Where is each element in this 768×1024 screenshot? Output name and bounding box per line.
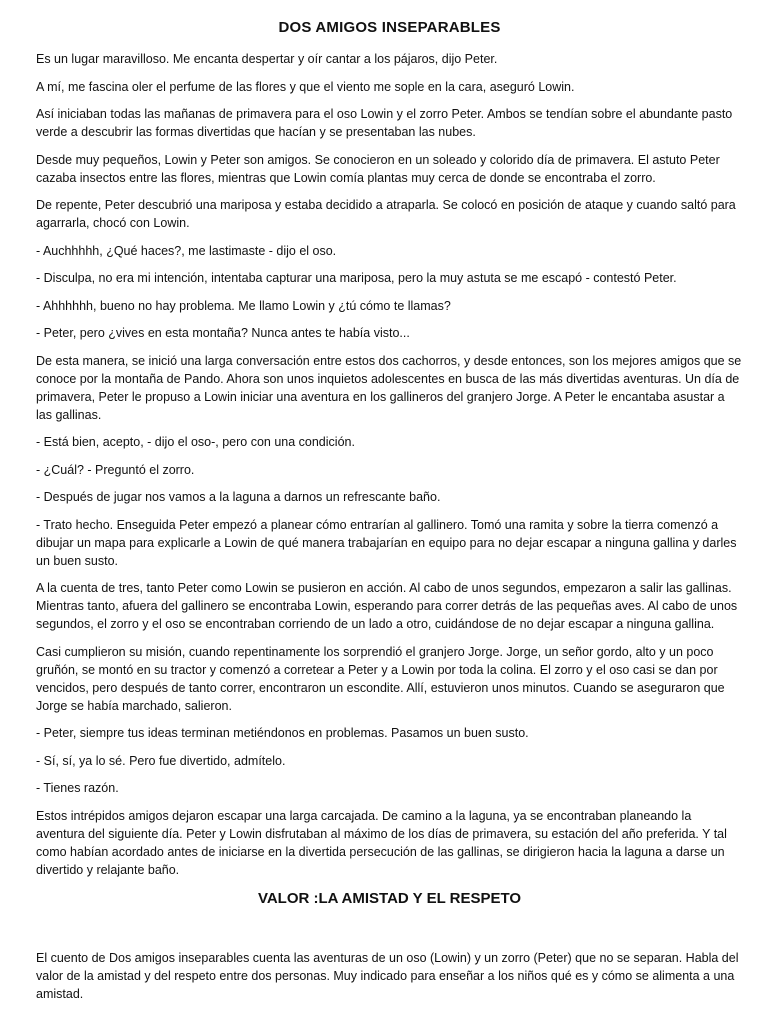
paragraph-3: Así iniciaban todas las mañanas de primavera para el oso Lowin y el zorro Peter. Ambos se tendían sobre el abundante pasto verde a descubrir las formas divertidas que hacían y se presentaban las nubes. — [36, 107, 733, 139]
dialogue-line-2: - Disculpa, no era mi intención, intentaba capturar una mariposa, pero la muy astuta se me escapó - contestó Peter. — [36, 271, 677, 285]
dialogue-line-5: - Está bien, acepto, - dijo el oso-, pero con una condición. — [36, 435, 355, 449]
summary-paragraph: El cuento de Dos amigos inseparables cuenta las aventuras de un oso (Lowin) y un zorro (Peter) que no se separan. Habla del valor de la amistad y del respeto entre dos personas. Muy indicado para enseñar a los niños qué es y cómo se alimenta a una amistad. — [36, 950, 739, 1001]
dialogue-line-1: - Auchhhhh, ¿Qué haces?, me lastimaste - dijo el oso. — [36, 243, 337, 258]
paragraph-8: A la cuenta de tres, tanto Peter como Lowin se pusieron en acción. Al cabo de unos segundos, empezaron a salir las gallinas. Mientras tanto, afuera del gallinero se encontraba Lowin, esperando para correr detrás de las pequeñas aves. Al cabo de unos segundos, el zorro y el oso se encontraban corriendo de un lado a otro, cuidándose de no dejar escapar a ninguna gallina. — [36, 581, 738, 631]
paragraph-1: Es un lugar maravilloso. Me encanta despertar y oír cantar a los pájaros, dijo Peter. — [36, 52, 498, 66]
dialogue-line-8: - Peter, siempre tus ideas terminan metiéndonos en problemas. Pasamos un buen susto. — [36, 726, 529, 740]
paragraph-4: Desde muy pequeños, Lowin y Peter son amigos. Se conocieron en un soleado y colorido día de primavera. El astuto Peter cazaba insectos entre las flores, mientras que Lowin comía plantas muy cerca de donde se encontraba el zorro. — [36, 152, 720, 185]
dialogue-line-6: - ¿Cuál? - Preguntó el zorro. — [36, 462, 195, 477]
value-heading: VALOR :LA AMISTAD Y EL RESPETO — [257, 889, 522, 907]
paragraph-6: De esta manera, se inició una larga conversación entre estos dos cachorros, y desde entonces, son los mejores amigos que se conoce por la montaña de Pando. Ahora son unos inquietos adolescentes en busca de las más divertidas aventuras. Un día de primavera, Peter le propuso a Lowin iniciar una aventura en los gallineros del granjero Jorge. A Peter le encantaba asustar a las gallinas. — [36, 353, 742, 422]
paragraph-7: - Trato hecho. Enseguida Peter empezó a planear cómo entrarían al gallinero. Tomó una ramita y sobre la tierra comenzó a dibujar un mapa para explicarle a Lowin de qué manera trabajarían en equipo para no dejar escapar a ninguna gallina y darles un buen susto. — [36, 517, 737, 568]
paragraph-9: Casi cumplieron su misión, cuando repentinamente los sorprendió el granjero Jorge. Jorge, un señor gordo, alto y un poco gruñón, se montó en su tractor y comenzó a corretear a Peter y a Lowin por toda la colina. El zorro y el oso casi se dan por vencidos, pero después de tanto correr, encontraron un escondite. Allí, estuvieron unos minutos. Cuando se aseguraron que Jorge se había marchado, salieron. — [36, 644, 725, 713]
dialogue-line-7: - Después de jugar nos vamos a la laguna a darnos un refrescante baño. — [36, 490, 441, 504]
dialogue-line-4: - Peter, pero ¿vives en esta montaña? Nunca antes te había visto... — [36, 326, 410, 340]
paragraph-2: A mí, me fascina oler el perfume de las flores y que el viento me sople en la cara, aseguró Lowin. — [36, 79, 575, 94]
paragraph-5: De repente, Peter descubrió una mariposa y estaba decidido a atraparla. Se colocó en posición de ataque y cuando saltó para agarrarla, chocó con Lowin. — [36, 198, 736, 230]
story-title: DOS AMIGOS INSEPARABLES — [278, 19, 501, 36]
dialogue-line-3: - Ahhhhhh, bueno no hay problema. Me llamo Lowin y ¿tú cómo te llamas? — [36, 298, 451, 313]
dialogue-line-10: - Tienes razón. — [36, 781, 119, 795]
paragraph-10: Estos intrépidos amigos dejaron escapar una larga carcajada. De camino a la laguna, ya se encontraban planeando la aventura del siguiente día. Peter y Lowin disfrutaban al máximo de los días de primavera, su estación del año preferida. Y tal como habían acordado antes de iniciarse en la divertida persecución de las gallinas, se dirigieron hacia la laguna a darse un divertido y relajante baño. — [36, 808, 727, 877]
dialogue-line-9: - Sí, sí, ya lo sé. Pero fue divertido, admítelo. — [36, 753, 286, 768]
